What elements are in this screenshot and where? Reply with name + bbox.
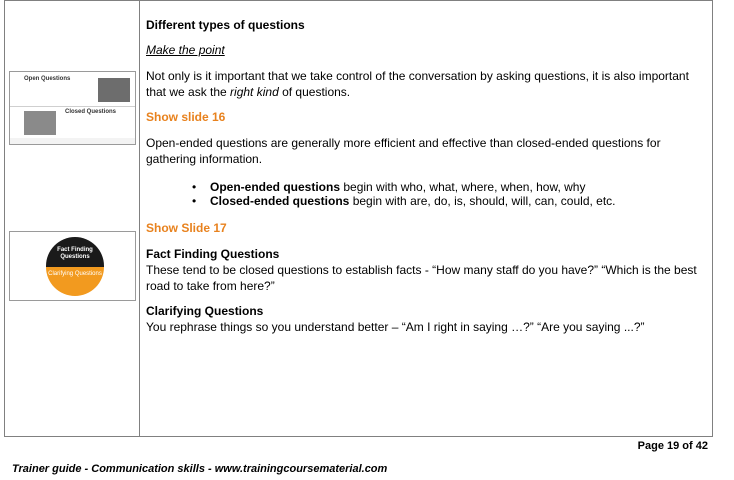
page-of: of <box>679 440 696 452</box>
question-type-list <box>190 180 616 208</box>
slide-16-paragraph: Open-ended questions are generally more efficient and effective than closed-ended questions for gathering information. <box>146 136 661 166</box>
show-slide-16-label: Show slide 16 <box>146 110 226 124</box>
page-current: 19 <box>667 440 680 452</box>
page-total: 42 <box>695 440 708 452</box>
make-point-label: Make the point <box>146 43 225 57</box>
thumb-footer-bar <box>10 138 136 144</box>
bullet-bold: Open-ended questions <box>210 180 341 194</box>
intro-text-end: of questions. <box>278 85 351 99</box>
thumb-closed-title: Closed Questions <box>65 109 117 115</box>
list-item <box>190 194 616 208</box>
bullet-text: begin with who, what, where, when, how, why <box>340 180 586 194</box>
slide-17-thumbnail <box>9 231 136 301</box>
intro-paragraph <box>146 68 706 100</box>
thumb-photo-open <box>98 78 130 102</box>
thumb-photo-closed <box>24 111 56 135</box>
thumb-clarifying-title: Clarifying Questions <box>48 271 102 277</box>
thumb-fact-title: Fact Finding Questions <box>57 247 93 260</box>
slide-16-thumbnail <box>9 71 136 145</box>
thumb-divider <box>10 106 136 107</box>
page-prefix: Page <box>637 440 667 452</box>
clarifying-text: You rephrase things so you understand better – “Am I right in saying …?” “Are you saying ...?” <box>146 320 645 334</box>
clarifying-heading: Clarifying Questions <box>146 304 264 318</box>
footer-guide: Trainer guide - Communication skills - www.trainingcoursematerial.com <box>12 463 388 475</box>
intro-text: Not only is it important that we take control of the conversation by asking questions, it is also important that we ask the <box>146 69 689 99</box>
thumb-open-title: Open Questions <box>24 76 71 82</box>
list-item <box>190 180 616 194</box>
bullet-bold: Closed-ended questions <box>210 194 350 208</box>
intro-emphasis: right kind <box>230 85 279 99</box>
bullet-text: begin with are, do, is, should, will, can, could, etc. <box>349 194 616 208</box>
page-number <box>638 440 708 452</box>
column-divider <box>139 0 140 437</box>
table-frame <box>4 0 713 437</box>
fact-finding-text: These tend to be closed questions to establish facts - “How many staff do you have?” “Which is the best road to take from here?” <box>146 263 697 293</box>
section-title: Different types of questions <box>146 18 305 32</box>
show-slide-17-label: Show Slide 17 <box>146 221 227 235</box>
fact-finding-heading: Fact Finding Questions <box>146 247 280 261</box>
